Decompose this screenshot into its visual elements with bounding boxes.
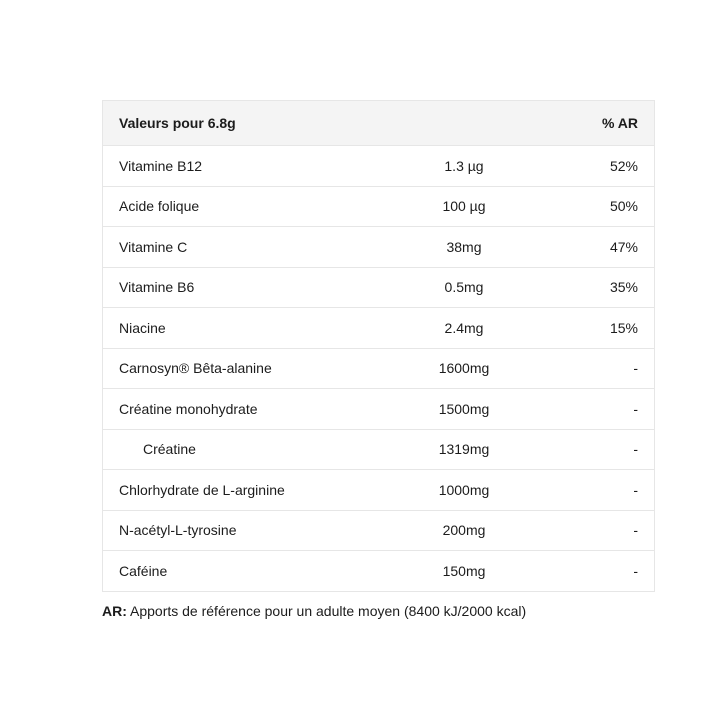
nutrient-ar: -: [519, 470, 655, 511]
table-row: [103, 470, 655, 511]
nutrient-name: Niacine: [103, 308, 410, 349]
table-header: [103, 101, 655, 146]
nutrient-amount: 0.5mg: [409, 267, 519, 308]
header-ar: % AR: [519, 101, 655, 146]
nutrient-ar: -: [519, 551, 655, 592]
nutrition-table: [102, 100, 655, 592]
table-row: [103, 267, 655, 308]
table-row: [103, 227, 655, 268]
nutrient-amount: 200mg: [409, 510, 519, 551]
nutrient-amount: 1319mg: [409, 429, 519, 470]
nutrient-ar: -: [519, 510, 655, 551]
nutrient-amount: 1500mg: [409, 389, 519, 430]
nutrient-name: Acide folique: [103, 186, 410, 227]
table-row: [103, 186, 655, 227]
nutrition-table-container: [102, 100, 638, 592]
nutrient-name: Vitamine B6: [103, 267, 410, 308]
table-row: [103, 389, 655, 430]
header-amount: [409, 101, 519, 146]
nutrient-amount: 1600mg: [409, 348, 519, 389]
nutrient-name: Carnosyn® Bêta-alanine: [103, 348, 410, 389]
footnote: [102, 603, 526, 619]
nutrient-name: N-acétyl-L-tyrosine: [103, 510, 410, 551]
table-body: [103, 146, 655, 592]
nutrient-ar: 52%: [519, 146, 655, 187]
nutrient-amount: 1.3 µg: [409, 146, 519, 187]
table-row: [103, 348, 655, 389]
nutrient-ar: 15%: [519, 308, 655, 349]
nutrient-name: Vitamine B12: [103, 146, 410, 187]
footnote-text: Apports de référence pour un adulte moyen (8400 kJ/2000 kcal): [126, 603, 527, 619]
nutrient-ar: -: [519, 348, 655, 389]
nutrient-name-sub: Créatine: [103, 429, 410, 470]
nutrient-ar: 50%: [519, 186, 655, 227]
nutrient-amount: 38mg: [409, 227, 519, 268]
table-row: [103, 308, 655, 349]
nutrient-name: Vitamine C: [103, 227, 410, 268]
nutrient-ar: -: [519, 389, 655, 430]
nutrient-ar: 47%: [519, 227, 655, 268]
nutrient-amount: 1000mg: [409, 470, 519, 511]
nutrient-ar: -: [519, 429, 655, 470]
header-serving-label: Valeurs pour 6.8g: [103, 101, 410, 146]
header-row: [103, 101, 655, 146]
table-row: [103, 146, 655, 187]
nutrient-name: Chlorhydrate de L-arginine: [103, 470, 410, 511]
nutrient-name: Créatine monohydrate: [103, 389, 410, 430]
nutrient-amount: 100 µg: [409, 186, 519, 227]
table-row: [103, 551, 655, 592]
nutrient-ar: 35%: [519, 267, 655, 308]
nutrient-amount: 150mg: [409, 551, 519, 592]
table-row-sub: [103, 429, 655, 470]
table-row: [103, 510, 655, 551]
nutrient-name: Caféine: [103, 551, 410, 592]
footnote-label: AR:: [102, 603, 127, 619]
nutrient-amount: 2.4mg: [409, 308, 519, 349]
